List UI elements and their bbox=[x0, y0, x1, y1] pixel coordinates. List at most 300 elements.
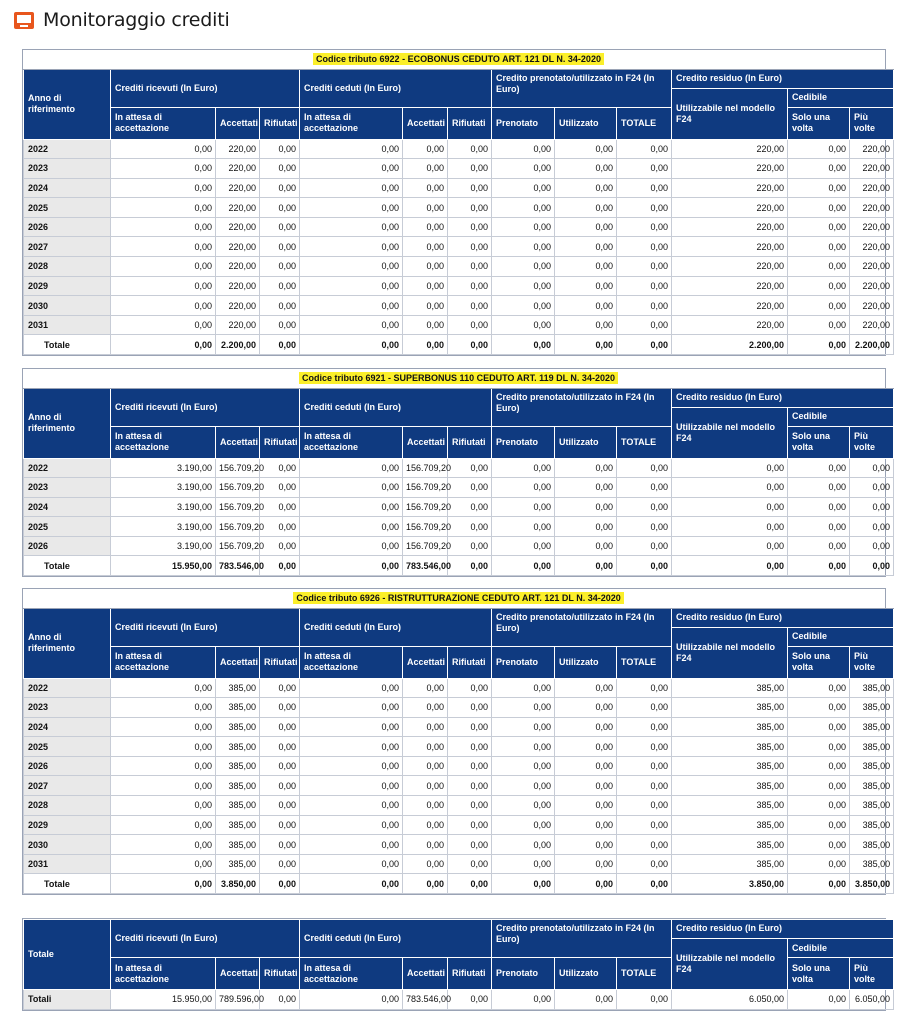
value-cell: 0,00 bbox=[300, 478, 403, 498]
value-cell: 385,00 bbox=[850, 854, 894, 874]
value-cell: 156.709,20 bbox=[403, 478, 448, 498]
year-cell: Totali bbox=[24, 990, 111, 1010]
value-cell: 0,00 bbox=[403, 737, 448, 757]
value-cell: 0,00 bbox=[492, 990, 555, 1010]
table-row bbox=[24, 756, 894, 776]
value-cell: 0,00 bbox=[448, 874, 492, 894]
value-cell: 220,00 bbox=[216, 315, 260, 335]
value-cell: 0,00 bbox=[300, 854, 403, 874]
value-cell: 0,00 bbox=[111, 237, 216, 257]
value-cell: 0,00 bbox=[492, 217, 555, 237]
value-cell: 2.200,00 bbox=[850, 335, 894, 355]
value-cell: 0,00 bbox=[300, 276, 403, 296]
value-cell: 0,00 bbox=[300, 990, 403, 1010]
value-cell: 3.190,00 bbox=[111, 536, 216, 556]
value-cell: 0,00 bbox=[448, 139, 492, 159]
header-crediti-ceduti: Crediti ceduti (In Euro) bbox=[300, 608, 492, 646]
value-cell: 0,00 bbox=[788, 874, 850, 894]
header-prenotato: Prenotato bbox=[492, 107, 555, 139]
value-cell: 0,00 bbox=[850, 556, 894, 576]
value-cell: 0,00 bbox=[850, 497, 894, 517]
value-cell: 0,00 bbox=[260, 698, 300, 718]
value-cell: 0,00 bbox=[555, 874, 617, 894]
year-cell: 2031 bbox=[24, 315, 111, 335]
value-cell: 0,00 bbox=[850, 536, 894, 556]
value-cell: 0,00 bbox=[260, 178, 300, 198]
value-cell: 0,00 bbox=[788, 756, 850, 776]
value-cell: 0,00 bbox=[492, 698, 555, 718]
table-row bbox=[24, 536, 894, 556]
year-cell: 2029 bbox=[24, 815, 111, 835]
value-cell: 0,00 bbox=[617, 237, 672, 257]
value-cell: 783.546,00 bbox=[403, 990, 448, 1010]
value-cell: 0,00 bbox=[850, 517, 894, 537]
value-cell: 0,00 bbox=[300, 178, 403, 198]
value-cell: 3.190,00 bbox=[111, 497, 216, 517]
value-cell: 156.709,20 bbox=[216, 478, 260, 498]
year-cell: 2022 bbox=[24, 139, 111, 159]
value-cell: 0,00 bbox=[300, 296, 403, 316]
value-cell: 0,00 bbox=[788, 796, 850, 816]
header-accettati: Accettati bbox=[216, 426, 260, 458]
value-cell: 0,00 bbox=[403, 717, 448, 737]
table-row bbox=[24, 257, 894, 277]
header-piu-volte: Più volte bbox=[850, 646, 894, 678]
value-cell: 0,00 bbox=[300, 315, 403, 335]
total-label: Totale bbox=[24, 556, 111, 576]
header-utilizzabile-f24: Utilizzabile nel modello F24 bbox=[672, 939, 788, 990]
value-cell: 0,00 bbox=[492, 756, 555, 776]
value-cell: 385,00 bbox=[216, 717, 260, 737]
header-solo-una-volta: Solo una volta bbox=[788, 107, 850, 139]
value-cell: 220,00 bbox=[216, 178, 260, 198]
header-credito-f24: Credito prenotato/utilizzato in F24 (In Euro) bbox=[492, 69, 672, 107]
value-cell: 0,00 bbox=[555, 178, 617, 198]
header-cedibile: Cedibile bbox=[788, 407, 894, 426]
value-cell: 220,00 bbox=[672, 237, 788, 257]
value-cell: 0,00 bbox=[617, 698, 672, 718]
value-cell: 0,00 bbox=[260, 198, 300, 218]
value-cell: 3.850,00 bbox=[850, 874, 894, 894]
header-utilizzato: Utilizzato bbox=[555, 646, 617, 678]
value-cell: 0,00 bbox=[788, 737, 850, 757]
value-cell: 0,00 bbox=[260, 217, 300, 237]
value-cell: 0,00 bbox=[111, 756, 216, 776]
value-cell: 0,00 bbox=[403, 854, 448, 874]
value-cell: 0,00 bbox=[788, 698, 850, 718]
table-row bbox=[24, 478, 894, 498]
header-utilizzato: Utilizzato bbox=[555, 958, 617, 990]
value-cell: 0,00 bbox=[617, 556, 672, 576]
year-cell: 2025 bbox=[24, 198, 111, 218]
table-row bbox=[24, 835, 894, 855]
value-cell: 3.850,00 bbox=[672, 874, 788, 894]
header-rifiutati: Rifiutati bbox=[260, 107, 300, 139]
value-cell: 0,00 bbox=[492, 458, 555, 478]
value-cell: 385,00 bbox=[216, 756, 260, 776]
value-cell: 789.596,00 bbox=[216, 990, 260, 1010]
value-cell: 0,00 bbox=[788, 776, 850, 796]
value-cell: 0,00 bbox=[850, 458, 894, 478]
year-cell: 2022 bbox=[24, 678, 111, 698]
value-cell: 220,00 bbox=[216, 257, 260, 277]
year-cell: 2026 bbox=[24, 217, 111, 237]
value-cell: 0,00 bbox=[788, 556, 850, 576]
year-cell: 2026 bbox=[24, 756, 111, 776]
value-cell: 0,00 bbox=[403, 315, 448, 335]
value-cell: 0,00 bbox=[111, 698, 216, 718]
value-cell: 0,00 bbox=[300, 497, 403, 517]
value-cell: 0,00 bbox=[300, 237, 403, 257]
header-solo-una-volta: Solo una volta bbox=[788, 646, 850, 678]
header-cedibile: Cedibile bbox=[788, 88, 894, 107]
header-anno: Anno di riferimento bbox=[24, 69, 111, 139]
value-cell: 0,00 bbox=[403, 756, 448, 776]
value-cell: 0,00 bbox=[788, 517, 850, 537]
value-cell: 0,00 bbox=[555, 517, 617, 537]
header-solo-una-volta: Solo una volta bbox=[788, 958, 850, 990]
caption-highlight: Codice tributo 6921 - SUPERBONUS 110 CEDUTO ART. 119 DL N. 34-2020 bbox=[299, 372, 618, 384]
table-row bbox=[24, 315, 894, 335]
value-cell: 0,00 bbox=[448, 178, 492, 198]
value-cell: 0,00 bbox=[788, 178, 850, 198]
value-cell: 385,00 bbox=[672, 854, 788, 874]
value-cell: 0,00 bbox=[492, 139, 555, 159]
value-cell: 0,00 bbox=[260, 815, 300, 835]
header-credito-residuo: Credito residuo (In Euro) bbox=[672, 69, 894, 88]
value-cell: 0,00 bbox=[300, 536, 403, 556]
value-cell: 0,00 bbox=[300, 874, 403, 894]
value-cell: 220,00 bbox=[216, 198, 260, 218]
table-row bbox=[24, 717, 894, 737]
header-crediti-ricevuti: Crediti ricevuti (In Euro) bbox=[111, 69, 300, 107]
value-cell: 385,00 bbox=[672, 835, 788, 855]
value-cell: 385,00 bbox=[672, 776, 788, 796]
year-cell: 2024 bbox=[24, 178, 111, 198]
header-in-attesa-ceduti: In attesa di accettazione bbox=[300, 426, 403, 458]
value-cell: 220,00 bbox=[672, 139, 788, 159]
value-cell: 0,00 bbox=[448, 276, 492, 296]
table-row bbox=[24, 517, 894, 537]
value-cell: 0,00 bbox=[448, 796, 492, 816]
monitor-icon bbox=[14, 12, 34, 29]
value-cell: 0,00 bbox=[788, 815, 850, 835]
value-cell: 0,00 bbox=[300, 217, 403, 237]
year-cell: 2024 bbox=[24, 717, 111, 737]
value-cell: 0,00 bbox=[672, 497, 788, 517]
value-cell: 156.709,20 bbox=[216, 497, 260, 517]
value-cell: 0,00 bbox=[260, 458, 300, 478]
value-cell: 0,00 bbox=[111, 159, 216, 179]
value-cell: 783.546,00 bbox=[216, 556, 260, 576]
value-cell: 0,00 bbox=[617, 717, 672, 737]
value-cell: 0,00 bbox=[788, 990, 850, 1010]
value-cell: 0,00 bbox=[403, 815, 448, 835]
header-anno: Anno di riferimento bbox=[24, 608, 111, 678]
credit-table bbox=[23, 369, 894, 576]
year-cell: 2023 bbox=[24, 698, 111, 718]
header-credito-f24: Credito prenotato/utilizzato in F24 (In Euro) bbox=[492, 920, 672, 958]
value-cell: 0,00 bbox=[260, 159, 300, 179]
header-accettati: Accettati bbox=[216, 646, 260, 678]
year-cell: 2023 bbox=[24, 478, 111, 498]
table-row bbox=[24, 139, 894, 159]
header-credito-f24: Credito prenotato/utilizzato in F24 (In Euro) bbox=[492, 388, 672, 426]
value-cell: 0,00 bbox=[617, 257, 672, 277]
value-cell: 0,00 bbox=[617, 776, 672, 796]
table-row bbox=[24, 776, 894, 796]
value-cell: 0,00 bbox=[555, 497, 617, 517]
value-cell: 0,00 bbox=[403, 257, 448, 277]
value-cell: 385,00 bbox=[672, 717, 788, 737]
value-cell: 0,00 bbox=[111, 796, 216, 816]
credit-table-6926 bbox=[22, 588, 891, 895]
value-cell: 0,00 bbox=[555, 198, 617, 218]
value-cell: 0,00 bbox=[448, 497, 492, 517]
value-cell: 0,00 bbox=[492, 497, 555, 517]
grand-total-table bbox=[22, 918, 891, 1011]
value-cell: 220,00 bbox=[672, 198, 788, 218]
value-cell: 385,00 bbox=[850, 776, 894, 796]
value-cell: 0,00 bbox=[788, 315, 850, 335]
value-cell: 0,00 bbox=[672, 478, 788, 498]
value-cell: 220,00 bbox=[672, 315, 788, 335]
value-cell: 0,00 bbox=[617, 815, 672, 835]
value-cell: 0,00 bbox=[617, 756, 672, 776]
value-cell: 0,00 bbox=[555, 556, 617, 576]
table-row bbox=[24, 178, 894, 198]
header-crediti-ricevuti: Crediti ricevuti (In Euro) bbox=[111, 388, 300, 426]
header-piu-volte: Più volte bbox=[850, 426, 894, 458]
value-cell: 0,00 bbox=[617, 835, 672, 855]
value-cell: 0,00 bbox=[111, 776, 216, 796]
value-cell: 385,00 bbox=[216, 678, 260, 698]
header-utilizzato: Utilizzato bbox=[555, 107, 617, 139]
value-cell: 0,00 bbox=[300, 815, 403, 835]
value-cell: 0,00 bbox=[492, 835, 555, 855]
value-cell: 0,00 bbox=[448, 237, 492, 257]
year-cell: 2031 bbox=[24, 854, 111, 874]
value-cell: 0,00 bbox=[555, 217, 617, 237]
value-cell: 0,00 bbox=[617, 478, 672, 498]
header-crediti-ceduti: Crediti ceduti (In Euro) bbox=[300, 388, 492, 426]
value-cell: 0,00 bbox=[555, 776, 617, 796]
value-cell: 0,00 bbox=[403, 835, 448, 855]
header-cedibile: Cedibile bbox=[788, 627, 894, 646]
value-cell: 0,00 bbox=[555, 296, 617, 316]
value-cell: 0,00 bbox=[555, 698, 617, 718]
value-cell: 0,00 bbox=[403, 276, 448, 296]
value-cell: 0,00 bbox=[403, 159, 448, 179]
value-cell: 0,00 bbox=[555, 237, 617, 257]
value-cell: 0,00 bbox=[300, 698, 403, 718]
header-cedibile: Cedibile bbox=[788, 939, 894, 958]
value-cell: 0,00 bbox=[617, 854, 672, 874]
value-cell: 0,00 bbox=[300, 835, 403, 855]
value-cell: 0,00 bbox=[300, 756, 403, 776]
header-in-attesa: In attesa di accettazione bbox=[111, 958, 216, 990]
value-cell: 0,00 bbox=[492, 536, 555, 556]
value-cell: 220,00 bbox=[850, 296, 894, 316]
value-cell: 0,00 bbox=[617, 217, 672, 237]
value-cell: 0,00 bbox=[111, 717, 216, 737]
value-cell: 0,00 bbox=[260, 556, 300, 576]
header-accettati-ceduti: Accettati bbox=[403, 958, 448, 990]
value-cell: 0,00 bbox=[788, 717, 850, 737]
value-cell: 0,00 bbox=[300, 556, 403, 576]
value-cell: 0,00 bbox=[617, 139, 672, 159]
value-cell: 0,00 bbox=[111, 874, 216, 894]
value-cell: 220,00 bbox=[850, 159, 894, 179]
value-cell: 220,00 bbox=[672, 276, 788, 296]
year-cell: 2022 bbox=[24, 458, 111, 478]
value-cell: 0,00 bbox=[617, 276, 672, 296]
value-cell: 15.950,00 bbox=[111, 990, 216, 1010]
value-cell: 220,00 bbox=[216, 237, 260, 257]
value-cell: 385,00 bbox=[850, 796, 894, 816]
value-cell: 0,00 bbox=[260, 517, 300, 537]
value-cell: 0,00 bbox=[617, 178, 672, 198]
value-cell: 0,00 bbox=[403, 217, 448, 237]
value-cell: 0,00 bbox=[448, 536, 492, 556]
year-cell: 2028 bbox=[24, 257, 111, 277]
credit-table bbox=[23, 919, 894, 1010]
value-cell: 0,00 bbox=[788, 536, 850, 556]
value-cell: 0,00 bbox=[111, 178, 216, 198]
header-prenotato: Prenotato bbox=[492, 958, 555, 990]
year-cell: 2026 bbox=[24, 536, 111, 556]
header-in-attesa-ceduti: In attesa di accettazione bbox=[300, 958, 403, 990]
value-cell: 0,00 bbox=[617, 678, 672, 698]
page-header bbox=[0, 0, 920, 40]
value-cell: 0,00 bbox=[492, 257, 555, 277]
value-cell: 385,00 bbox=[850, 678, 894, 698]
value-cell: 385,00 bbox=[850, 835, 894, 855]
value-cell: 220,00 bbox=[216, 276, 260, 296]
value-cell: 0,00 bbox=[492, 159, 555, 179]
value-cell: 2.200,00 bbox=[672, 335, 788, 355]
header-accettati: Accettati bbox=[216, 107, 260, 139]
header-totale: TOTALE bbox=[617, 646, 672, 678]
value-cell: 385,00 bbox=[672, 756, 788, 776]
value-cell: 0,00 bbox=[260, 874, 300, 894]
header-rifiutati-ceduti: Rifiutati bbox=[448, 646, 492, 678]
value-cell: 0,00 bbox=[492, 678, 555, 698]
value-cell: 0,00 bbox=[300, 139, 403, 159]
value-cell: 0,00 bbox=[448, 815, 492, 835]
value-cell: 0,00 bbox=[448, 458, 492, 478]
header-accettati-ceduti: Accettati bbox=[403, 426, 448, 458]
value-cell: 0,00 bbox=[448, 835, 492, 855]
value-cell: 0,00 bbox=[617, 497, 672, 517]
header-totale: TOTALE bbox=[617, 426, 672, 458]
header-in-attesa: In attesa di accettazione bbox=[111, 426, 216, 458]
value-cell: 0,00 bbox=[300, 717, 403, 737]
value-cell: 0,00 bbox=[111, 678, 216, 698]
value-cell: 0,00 bbox=[492, 478, 555, 498]
value-cell: 385,00 bbox=[672, 796, 788, 816]
table-caption bbox=[24, 369, 894, 388]
value-cell: 0,00 bbox=[555, 159, 617, 179]
value-cell: 0,00 bbox=[617, 737, 672, 757]
value-cell: 0,00 bbox=[617, 458, 672, 478]
value-cell: 0,00 bbox=[260, 335, 300, 355]
header-credito-residuo: Credito residuo (In Euro) bbox=[672, 388, 894, 407]
value-cell: 0,00 bbox=[788, 678, 850, 698]
total-label: Totale bbox=[24, 335, 111, 355]
value-cell: 0,00 bbox=[300, 198, 403, 218]
value-cell: 220,00 bbox=[850, 198, 894, 218]
value-cell: 0,00 bbox=[111, 815, 216, 835]
value-cell: 0,00 bbox=[260, 796, 300, 816]
value-cell: 0,00 bbox=[555, 276, 617, 296]
value-cell: 0,00 bbox=[111, 296, 216, 316]
value-cell: 0,00 bbox=[555, 257, 617, 277]
value-cell: 0,00 bbox=[555, 835, 617, 855]
header-rifiutati-ceduti: Rifiutati bbox=[448, 426, 492, 458]
value-cell: 220,00 bbox=[672, 257, 788, 277]
value-cell: 0,00 bbox=[260, 276, 300, 296]
header-credito-residuo: Credito residuo (In Euro) bbox=[672, 608, 894, 627]
table-row bbox=[24, 296, 894, 316]
table-row bbox=[24, 458, 894, 478]
value-cell: 0,00 bbox=[788, 835, 850, 855]
value-cell: 0,00 bbox=[555, 315, 617, 335]
year-cell: 2024 bbox=[24, 497, 111, 517]
value-cell: 0,00 bbox=[492, 198, 555, 218]
year-cell: 2028 bbox=[24, 796, 111, 816]
value-cell: 385,00 bbox=[216, 835, 260, 855]
header-crediti-ceduti: Crediti ceduti (In Euro) bbox=[300, 69, 492, 107]
value-cell: 0,00 bbox=[492, 717, 555, 737]
value-cell: 0,00 bbox=[300, 257, 403, 277]
value-cell: 0,00 bbox=[403, 237, 448, 257]
value-cell: 0,00 bbox=[555, 335, 617, 355]
table-row bbox=[24, 737, 894, 757]
value-cell: 0,00 bbox=[448, 517, 492, 537]
header-solo-una-volta: Solo una volta bbox=[788, 426, 850, 458]
value-cell: 0,00 bbox=[788, 497, 850, 517]
caption-highlight: Codice tributo 6926 - RISTRUTTURAZIONE CEDUTO ART. 121 DL N. 34-2020 bbox=[293, 592, 623, 604]
value-cell: 0,00 bbox=[448, 556, 492, 576]
value-cell: 0,00 bbox=[788, 139, 850, 159]
value-cell: 0,00 bbox=[260, 497, 300, 517]
value-cell: 0,00 bbox=[672, 556, 788, 576]
value-cell: 0,00 bbox=[617, 990, 672, 1010]
header-piu-volte: Più volte bbox=[850, 107, 894, 139]
value-cell: 0,00 bbox=[555, 796, 617, 816]
value-cell: 0,00 bbox=[111, 315, 216, 335]
header-utilizzabile-f24: Utilizzabile nel modello F24 bbox=[672, 407, 788, 458]
total-row bbox=[24, 335, 894, 355]
header-in-attesa: In attesa di accettazione bbox=[111, 646, 216, 678]
value-cell: 0,00 bbox=[448, 756, 492, 776]
value-cell: 0,00 bbox=[260, 478, 300, 498]
value-cell: 0,00 bbox=[300, 737, 403, 757]
header-in-attesa: In attesa di accettazione bbox=[111, 107, 216, 139]
value-cell: 0,00 bbox=[300, 678, 403, 698]
credit-table-6922 bbox=[22, 49, 890, 356]
credit-table bbox=[23, 589, 894, 894]
value-cell: 156.709,20 bbox=[403, 536, 448, 556]
value-cell: 0,00 bbox=[617, 296, 672, 316]
value-cell: 0,00 bbox=[788, 159, 850, 179]
value-cell: 220,00 bbox=[216, 296, 260, 316]
value-cell: 0,00 bbox=[300, 776, 403, 796]
value-cell: 220,00 bbox=[672, 159, 788, 179]
value-cell: 0,00 bbox=[260, 854, 300, 874]
value-cell: 0,00 bbox=[555, 854, 617, 874]
